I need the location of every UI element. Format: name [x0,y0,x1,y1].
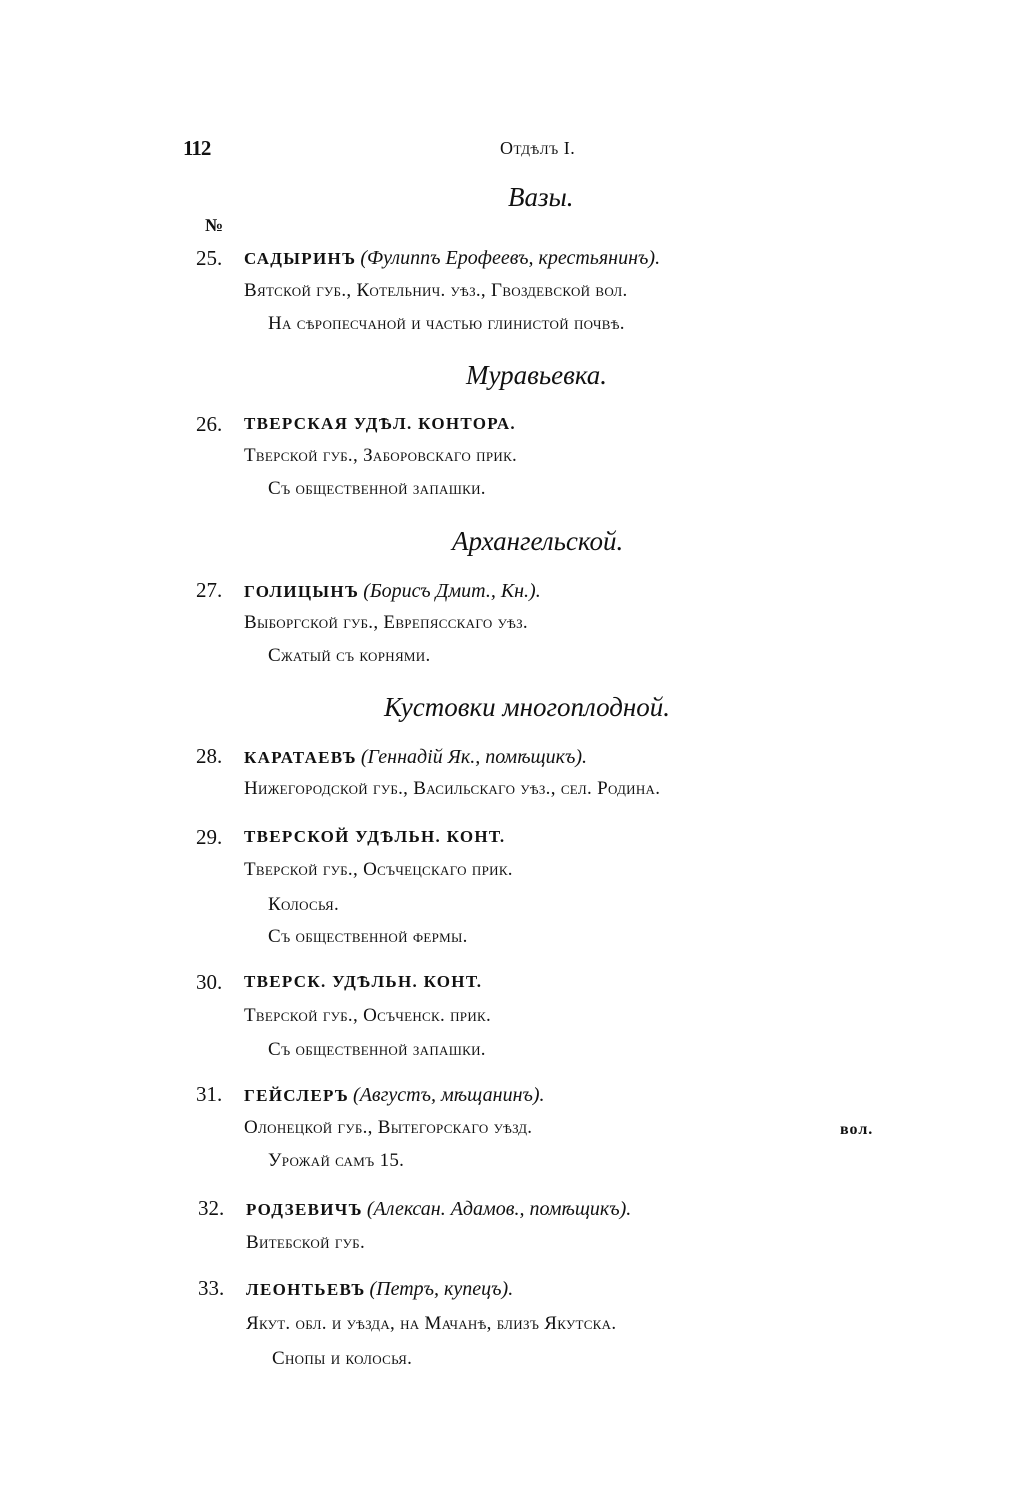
exhibitor-name: КАРАТАЕВЪ [244,748,357,767]
exhibitor-name: ГЕЙСЛЕРЪ [244,1086,350,1105]
number-column-mark: № [205,215,224,235]
exhibitor-name: ГОЛИЦЫНЪ [244,582,360,601]
entry-location: Вятской губ., Котельнич. уѣз., Гвоздевской вол. [244,280,628,301]
exhibitor-note: (Геннадій Як., помѣщикъ). [360,746,588,768]
entry-number: 32. [198,1196,225,1220]
exhibitor-note: (Алексан. Адамов., помѣщикъ). [366,1198,632,1220]
page-number: 112 [183,136,211,160]
entry-detail: Колосья. [268,894,340,915]
exhibitor-note: (Петръ, купецъ). [369,1278,514,1300]
entry-heading [244,972,482,992]
entry-location: Нижегородской губ., Васильскаго уѣз., сел. Родина. [244,778,661,799]
entry-heading [244,746,587,769]
entry-number: 26. [196,412,223,436]
margin-vol: вол. [840,1121,874,1138]
exhibitor-name: САДЫРИНЪ [244,249,357,268]
section-title: Вазы. [508,182,574,212]
entry-number: 29. [196,825,223,849]
exhibitor-name: ТВЕРСКОЙ УДѢЛЬН. КОНТ. [244,827,506,846]
entry-number: 28. [196,744,223,768]
exhibitor-name: ЛЕОНТЬЕВЪ [246,1280,366,1299]
entry-location: Выборгской губ., Еврепясскаго уѣз. [244,612,528,633]
exhibitor-note: (Августъ, мѣщанинъ). [353,1084,545,1106]
entry-heading [246,1198,631,1221]
section-title: Муравьевка. [466,360,608,390]
exhibitor-name: РОДЗЕВИЧЪ [246,1200,363,1219]
entry-heading [244,827,505,847]
exhibitor-note: (Борисъ Дмит., Кн.). [363,580,541,602]
entry-location: Тверской губ., Осъченск. прик. [244,1005,492,1026]
entry-location: Олонецкой губ., Вытегорскаго уѣзд. [244,1117,533,1138]
section-title: Кустовки многоплодной. [384,692,671,722]
exhibitor-name: ТВЕРСКАЯ УДѢЛ. КОНТОРА. [244,414,516,433]
entry-location: Тверской губ., Осъчецскаго прик. [244,859,513,880]
entry-heading [244,414,516,434]
entry-location: Якут. обл. и уѣзда, на Мачанѣ, близъ Якутска. [246,1313,617,1334]
section-title: Архангельской. [452,526,624,556]
entry-detail: Съ общественной запашки. [268,478,486,499]
entry-number: 31. [196,1082,223,1106]
exhibitor-name: ТВЕРСК. УДѢЛЬН. КОНТ. [244,972,483,991]
entry-detail: Съ общественной запашки. [268,1039,486,1060]
entry-number: 33. [198,1276,225,1300]
entry-heading [244,1084,545,1107]
entry-location: Витебской губ. [246,1232,365,1253]
entry-number: 27. [196,578,223,602]
entry-detail: Снопы и колосья. [272,1348,413,1369]
entry-detail: Сжатый съ корнями. [268,645,431,666]
running-title: Отдѣлъ I. [500,138,576,158]
entry-heading [244,580,541,603]
entry-location: Тверской губ., Заборовскаго прик. [244,445,518,466]
exhibitor-note: (Фулиппъ Ерофеевъ, крестьянинъ). [360,247,661,269]
entry-number: 30. [196,970,223,994]
entry-number: 25. [196,246,223,270]
entry-detail: На сѣропесчаной и частью глинистой почвѣ. [268,313,625,334]
entry-detail: Урожай самъ 15. [268,1150,405,1171]
entry-heading [246,1278,513,1301]
entry-detail: Съ общественной фермы. [268,926,468,947]
entry-heading [244,247,660,270]
